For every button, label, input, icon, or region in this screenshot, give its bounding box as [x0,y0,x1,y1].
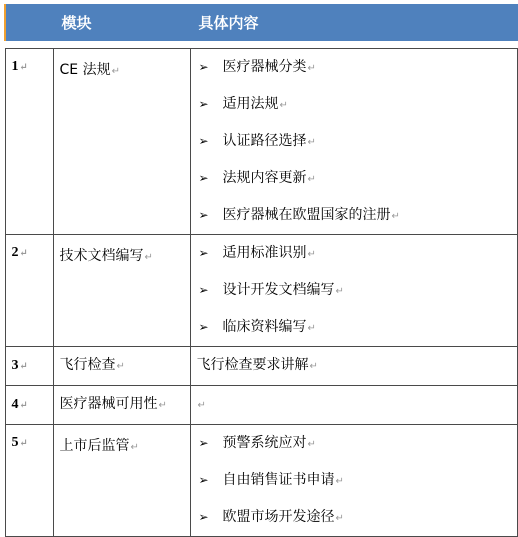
list-item: ➢ 认证路径选择↵ [197,123,517,160]
row-content: 飞行检查要求讲解↵ [190,347,517,386]
module-table [4,4,518,537]
header-gap [5,41,517,49]
list-item: ➢ 预警系统应对↵ [197,425,517,462]
arrow-bullet-icon: ➢ [198,171,209,185]
list-item: ➢ 医疗器械分类↵ [197,49,517,86]
row-number: 5↵ [5,425,53,537]
table-row [5,235,517,347]
list-item: ➢ 欧盟市场开发途径↵ [197,499,517,536]
arrow-bullet-icon: ➢ [198,283,209,297]
table-header-row [5,4,517,41]
row-content [190,425,517,537]
list-item: ➢ 适用法规↵ [197,86,517,123]
arrow-bullet-icon: ➢ [198,320,209,334]
table-row [5,49,517,235]
header-module: 模块 [53,4,190,41]
row-number: 4↵ [5,386,53,425]
arrow-bullet-icon: ➢ [198,436,209,450]
arrow-bullet-icon: ➢ [198,246,209,260]
list-item: ➢ 医疗器械在欧盟国家的注册↵ [197,197,517,234]
arrow-bullet-icon: ➢ [198,97,209,111]
row-module: CE 法规↵ [53,49,190,235]
row-content: ↵ [190,386,517,425]
row-module: 医疗器械可用性↵ [53,386,190,425]
list-item: ➢ 设计开发文档编写↵ [197,272,517,309]
row-number: 1↵ [5,49,53,235]
list-item: ➢ 自由销售证书申请↵ [197,462,517,499]
row-number: 3↵ [5,347,53,386]
row-module: 上市后监管↵ [53,425,190,537]
row-number: 2↵ [5,235,53,347]
arrow-bullet-icon: ➢ [198,60,209,74]
header-number [5,4,53,41]
list-item: ➢ 临床资料编写↵ [197,309,517,346]
arrow-bullet-icon: ➢ [198,208,209,222]
list-item: ➢ 法规内容更新↵ [197,160,517,197]
arrow-bullet-icon: ➢ [198,134,209,148]
table-row [5,347,517,386]
arrow-bullet-icon: ➢ [198,473,209,487]
row-content [190,235,517,347]
header-content: 具体内容 [190,4,517,41]
arrow-bullet-icon: ➢ [198,510,209,524]
row-content [190,49,517,235]
table-row [5,425,517,537]
list-item: ➢ 适用标准识别↵ [197,235,517,272]
row-module: 技术文档编写↵ [53,235,190,347]
table-row [5,386,517,425]
row-module: 飞行检查↵ [53,347,190,386]
